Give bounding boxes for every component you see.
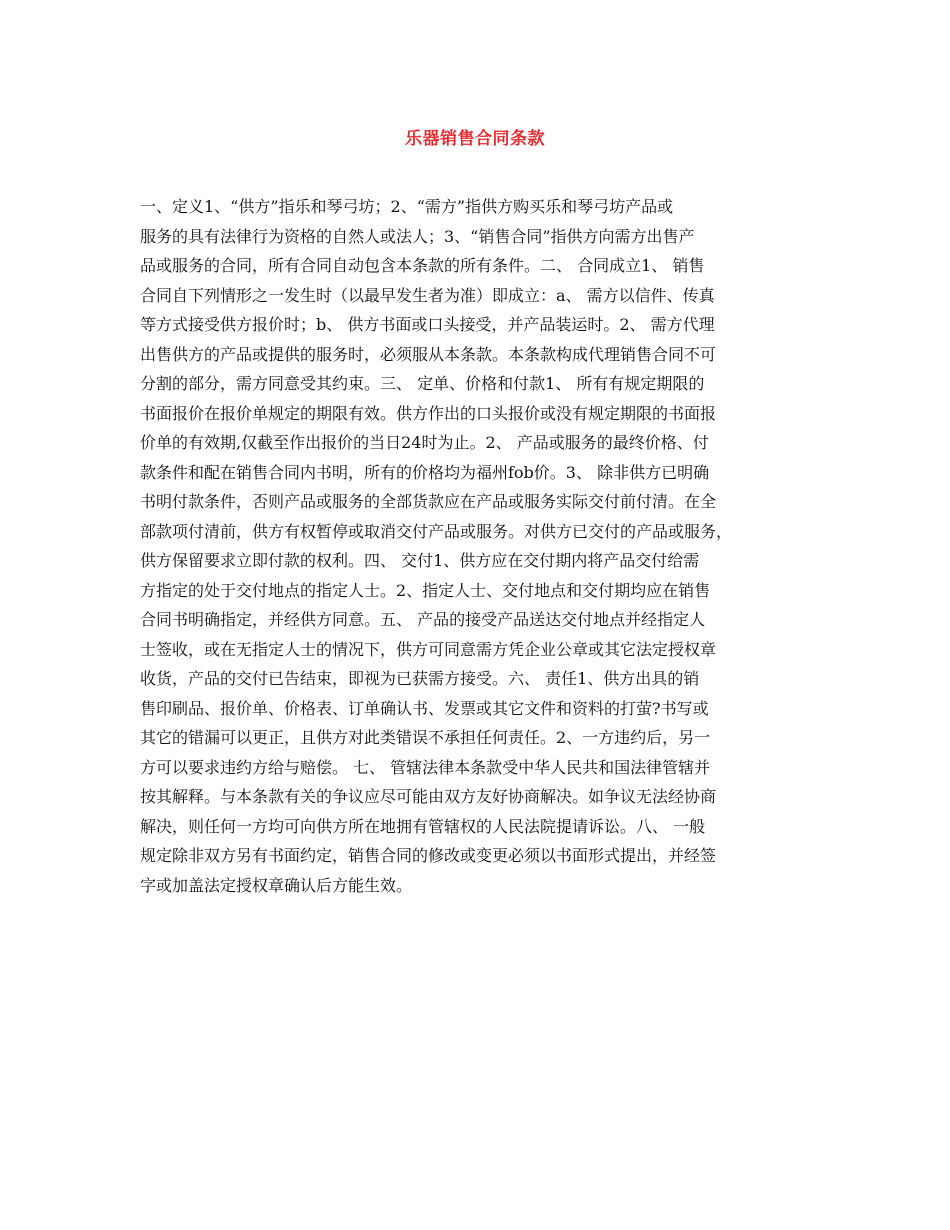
body-line: 按其解释。与本条款有关的争议应尽可能由双方友好协商解决。如争议无法经协商 [140,787,717,806]
body-line: 款条件和配在销售合同内书明，所有的价格均为福州fob价。3、 除非供方已明确 [140,462,710,482]
body-line: 售印刷品、报价单、价格表、订单确认书、发票或其它文件和资料的打萤?书写或 [140,698,709,718]
body-line: 字或加盖法定授权章确认后方能生效。 [140,875,413,895]
body-line: 解决，则任何一方均可向供方所在地拥有管辖权的人民法院提请诉讼。八、 一般 [140,816,706,836]
contract-body [140,192,812,900]
body-line: 品或服务的合同，所有合同自动包含本条款的所有条件。二、 合同成立1、 销售 [140,256,705,275]
body-line: 合同书明确指定，并经供方同意。五、 产品的接受产品送达交付地点并经指定人 [140,610,706,629]
body-line: 一、定义1、“供方”指乐和琴弓坊；2、“需方”指供方购买乐和琴弓坊产品或 [140,197,674,216]
body-line: 出售供方的产品或提供的服务时，必须服从本条款。本条款构成代理销售合同不可 [140,344,717,364]
body-line: 其它的错漏可以更正，且供方对此类错误不承担任何责任。2、一方违约后，另一 [140,728,711,747]
body-line: 合同自下列情形之一发生时（以最早发生者为准）即成立：a、 需方以信件、传真 [140,285,715,305]
body-line: 价单的有效期,仅截至作出报价的当日24时为止。2、 产品或服务的最终价格、付 [140,433,709,452]
document-title: 乐器销售合同条款 [405,129,545,149]
body-line: 书明付款条件，否则产品或服务的全部货款应在产品或服务实际交付前付清。在全 [140,492,717,511]
body-line: 方可以要求违约方给与赔偿。 七、 管辖法律本条款受中华人民共和国法律管辖并 [140,757,711,777]
body-line: 等方式接受供方报价时；b、 供方书面或口头接受，并产品装运时。2、 需方代理 [140,315,715,334]
body-line: 供方保留要求立即付款的权利。四、 交付1、供方应在交付期内将产品交付给需 [140,551,700,570]
body-line: 服务的具有法律行为资格的自然人或法人；3、“销售合同”指供方向需方出售产 [140,226,695,246]
body-line: 规定除非双方另有书面约定，销售合同的修改或变更必须以书面形式提出，并经签 [140,846,717,865]
body-line: 方指定的处于交付地点的指定人士。2、指定人士、交付地点和交付期均应在销售 [140,580,711,600]
body-line: 收货，产品的交付已告结束，即视为已获需方接受。六、 责任1、供方出具的销 [140,669,700,688]
body-line: 分割的部分，需方同意受其约束。三、 定单、价格和付款1、 所有有规定期限的 [140,374,705,393]
body-line: 部款项付清前，供方有权暂停或取消交付产品或服务。对供方已交付的产品或服务， [140,521,733,541]
body-line: 书面报价在报价单规定的期限有效。供方作出的口头报价或没有规定期限的书面报 [140,403,717,423]
body-line: 士签收，或在无指定人士的情况下，供方可同意需方凭企业公章或其它法定授权章 [140,639,717,659]
